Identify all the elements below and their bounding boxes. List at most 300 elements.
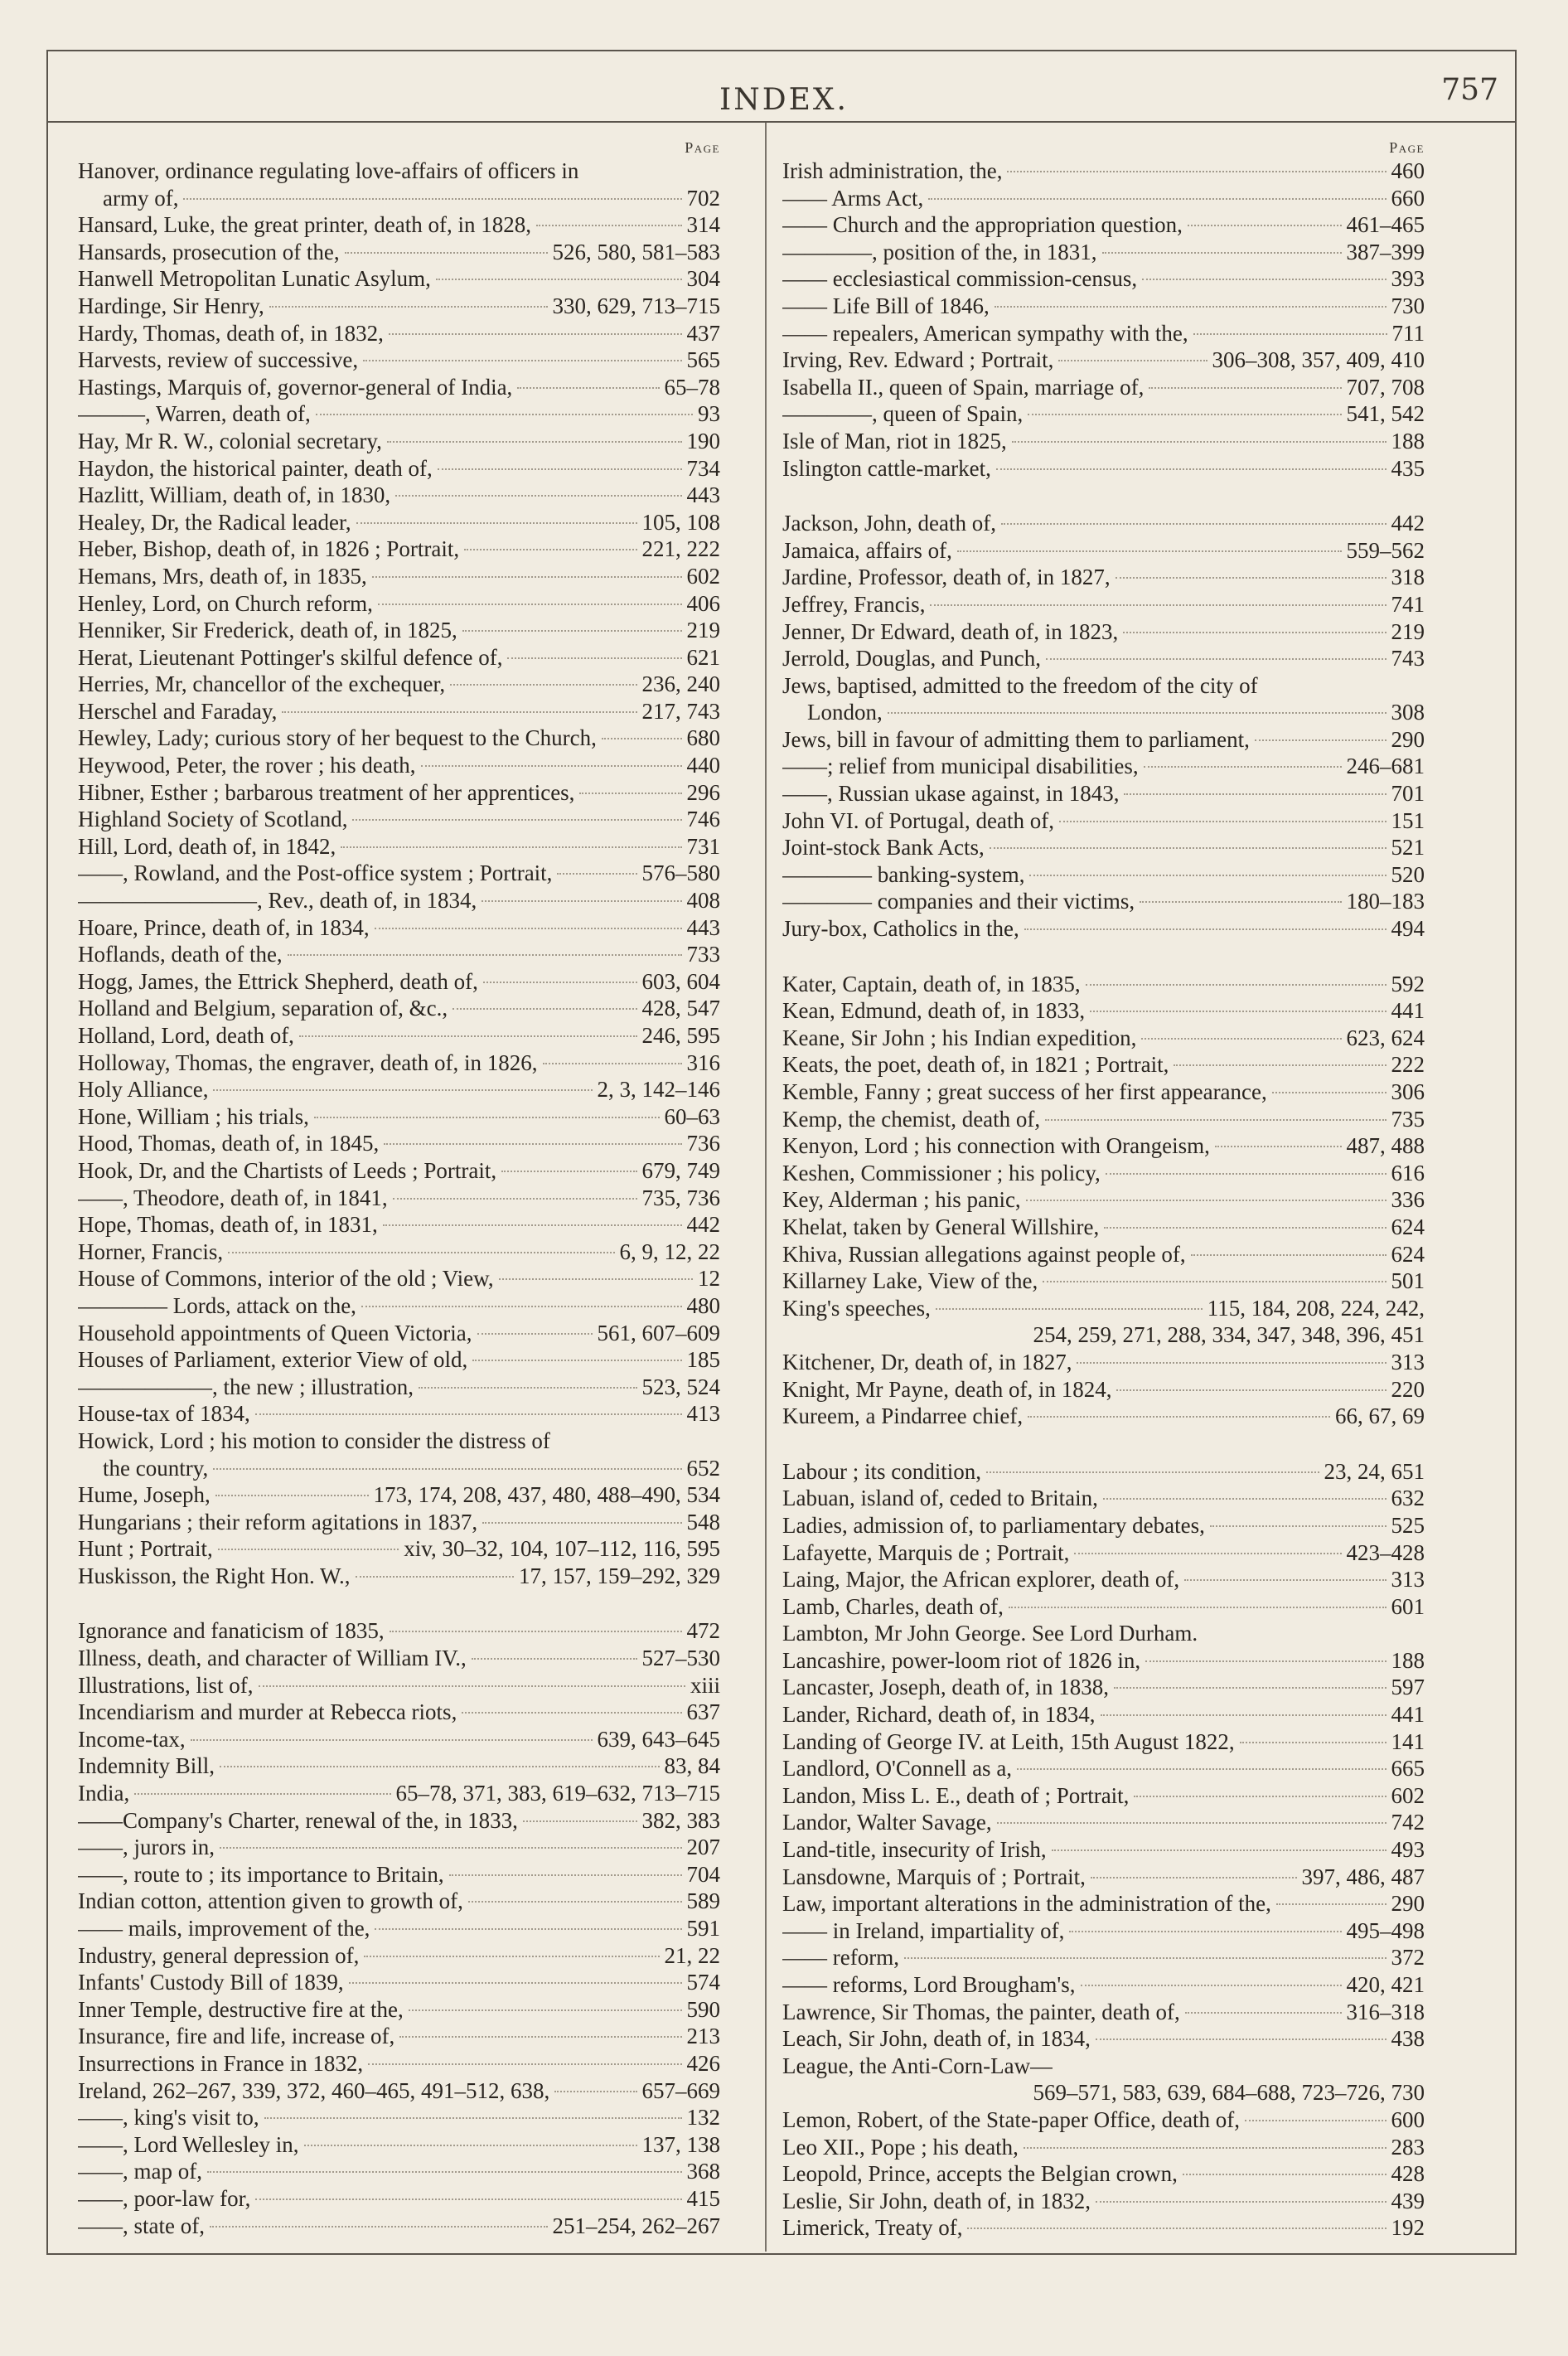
index-entry: [782, 1079, 1425, 1106]
dot-leader: [421, 765, 682, 767]
page-number: 757: [1441, 73, 1498, 107]
index-entry-term: Hemans, Mrs, death of, in 1835,: [78, 563, 367, 589]
index-entry-pages: 83, 84: [664, 1753, 720, 1779]
index-entry: [782, 293, 1425, 320]
dot-leader: [483, 982, 637, 983]
index-entry-term: —— in Ireland, impartiality of,: [782, 1917, 1065, 1943]
index-entry: [78, 185, 720, 212]
dot-leader: [1145, 1660, 1386, 1662]
index-entry: [782, 1944, 1425, 1971]
index-entry-term: Hogg, James, the Ettrick Shepherd, death of,: [78, 968, 478, 994]
index-entry-term: Hansard, Luke, the great printer, death of, in 1828,: [78, 212, 531, 238]
index-entry-term: Key, Alderman ; his panic,: [782, 1187, 1021, 1213]
index-entry-term: Herries, Mr, chancellor of the exchequer,: [78, 671, 446, 697]
index-entry-pages: 192: [1391, 2215, 1425, 2241]
dot-leader: [996, 468, 1387, 470]
index-entry-pages: 220: [1391, 1376, 1425, 1402]
dot-leader: [936, 1308, 1203, 1310]
index-entry-pages: 304: [686, 266, 720, 292]
dot-leader: [930, 604, 1386, 606]
index-entry-pages: 548: [686, 1509, 720, 1534]
index-entry: [782, 1917, 1425, 1945]
dot-leader: [345, 252, 548, 254]
index-entry: [782, 2106, 1425, 2134]
index-entry-pages: 461–465: [1346, 212, 1425, 238]
index-entry-term: Holy Alliance,: [78, 1077, 209, 1103]
dot-leader: [264, 2117, 682, 2119]
dot-leader: [1081, 1985, 1342, 1986]
index-entry: [78, 2185, 720, 2213]
dot-leader: [393, 1198, 637, 1200]
index-entry-pages: 704: [686, 1861, 720, 1887]
index-entry-pages: 437: [686, 320, 720, 346]
index-entry: [78, 1888, 720, 1915]
index-entry-term: Keshen, Commissioner ; his policy,: [782, 1160, 1101, 1185]
index-entry-term: Khiva, Russian allegations against people of,: [782, 1241, 1186, 1267]
index-entry: [782, 2025, 1425, 2053]
dot-leader: [1026, 1200, 1387, 1201]
index-entry-term: Kemp, the chemist, death of,: [782, 1106, 1041, 1132]
index-entry-pages: 316–318: [1346, 1999, 1425, 2024]
index-entry-term: Keane, Sir John ; his Indian expedition,: [782, 1025, 1137, 1050]
dot-leader: [472, 1658, 637, 1660]
index-entry-pages: 372: [1391, 1945, 1425, 1971]
dot-leader: [482, 1522, 681, 1524]
index-entry-pages: 188: [1391, 1647, 1425, 1673]
index-entry: [782, 1809, 1425, 1836]
index-entry: [782, 645, 1425, 672]
index-entry: [78, 1780, 720, 1807]
index-entry: [78, 968, 720, 996]
header-rule: [46, 121, 1517, 123]
index-entry: [782, 780, 1425, 807]
index-entry-term: Jews, bill in favour of admitting them to parliament,: [782, 726, 1250, 752]
index-entry-pages: 525: [1391, 1512, 1425, 1538]
index-entry-pages: 306–308, 357, 409, 410: [1212, 347, 1425, 373]
index-entry-pages: 217, 743: [641, 698, 720, 724]
index-entry-term: ——, Lord Wellesley in,: [78, 2131, 299, 2157]
dot-leader: [1043, 1281, 1386, 1282]
index-entry: [782, 1458, 1425, 1486]
dot-leader: [1007, 171, 1386, 172]
index-entry-term: —— ecclesiastical commission-census,: [782, 266, 1138, 292]
index-entry-term: ——, state of,: [78, 2213, 205, 2238]
index-entry-term: Howick, Lord ; his motion to consider the distress of: [78, 1428, 550, 1453]
dot-leader: [341, 846, 681, 848]
index-entry: [782, 1890, 1425, 1917]
index-entry: [78, 1535, 720, 1563]
index-entry-term: Holland and Belgium, separation of, &c.,: [78, 996, 448, 1021]
letter-section-gap: [782, 482, 1425, 510]
dot-leader: [523, 1820, 637, 1822]
index-entry-pages: 188: [1391, 428, 1425, 453]
index-entry-pages: 742: [1391, 1810, 1425, 1835]
index-entry-term: —— reforms, Lord Brougham's,: [782, 1972, 1076, 1997]
index-entry: [782, 1025, 1425, 1052]
index-entry: [78, 995, 720, 1022]
index-entry: [782, 1674, 1425, 1701]
index-entry: [78, 1563, 720, 1590]
index-entry-term: Indian cotton, attention given to growth of,: [78, 1888, 463, 1914]
index-entry: [78, 644, 720, 671]
index-entry-pages: 2, 3, 142–146: [597, 1077, 720, 1103]
index-entry: [782, 1403, 1425, 1430]
index-entry: [78, 1807, 720, 1835]
index-entry: [78, 1672, 720, 1699]
dot-leader: [1096, 2038, 1387, 2040]
index-entry: [782, 320, 1425, 347]
index-entry-pages: 137, 138: [641, 2131, 720, 2157]
dot-leader: [1103, 1498, 1387, 1500]
dot-leader: [314, 1117, 660, 1118]
index-entry-term: Jerrold, Douglas, and Punch,: [782, 646, 1041, 671]
index-entry-pages: 523, 524: [641, 1374, 720, 1399]
index-entry: [782, 726, 1425, 754]
index-entry-term: Hone, William ; his trials,: [78, 1103, 309, 1129]
index-entry: [78, 2104, 720, 2131]
index-entry: [782, 997, 1425, 1025]
dot-leader: [1074, 1553, 1341, 1554]
index-entry-term: Hood, Thomas, death of, in 1845,: [78, 1131, 380, 1156]
index-entry: [78, 2158, 720, 2185]
page-column-label: Page: [685, 139, 720, 156]
dot-leader: [1046, 658, 1387, 660]
column-divider: [765, 123, 767, 2252]
dot-leader: [349, 1982, 682, 1984]
index-entry-term: Hewley, Lady; curious story of her bequest to the Church,: [78, 725, 597, 751]
index-entry: [78, 158, 720, 185]
index-entry: [782, 1268, 1425, 1295]
dot-leader: [472, 1360, 681, 1361]
index-entry-pages: 6, 9, 12, 22: [619, 1239, 720, 1264]
index-entry: [782, 834, 1425, 861]
index-entry: [782, 2188, 1425, 2215]
index-entry-term: ———— companies and their victims,: [782, 889, 1135, 914]
index-entry: [782, 2053, 1425, 2080]
dot-leader: [218, 1549, 399, 1550]
index-entry-term: ——————, the new ; illustration,: [78, 1374, 414, 1399]
index-entry-pages: 746: [686, 807, 720, 832]
index-entry-pages: 460: [1391, 158, 1425, 183]
index-entry-term: Hay, Mr R. W., colonial secretary,: [78, 428, 382, 453]
index-entry-pages: 624: [1391, 1214, 1425, 1239]
index-entry: [782, 1728, 1425, 1756]
index-entry: [78, 725, 720, 752]
index-entry: [78, 1645, 720, 1672]
dot-leader: [499, 1278, 693, 1280]
index-entry-term: Keats, the poet, death of, in 1821 ; Portrait,: [782, 1052, 1169, 1078]
index-entry: [782, 2160, 1425, 2188]
index-entry-term: Hanwell Metropolitan Lunatic Asylum,: [78, 266, 431, 292]
dot-leader: [364, 1956, 659, 1957]
index-entry: [78, 2131, 720, 2159]
dot-leader: [1240, 1742, 1387, 1743]
index-entry-pages: 207: [686, 1835, 720, 1860]
dot-leader: [372, 576, 682, 578]
index-entry: [78, 1617, 720, 1645]
index-entry: [78, 2023, 720, 2050]
index-entry-term: Houses of Parliament, exterior View of old,: [78, 1347, 468, 1373]
index-entry-term: Hoflands, death of the,: [78, 942, 283, 967]
index-entry: [782, 239, 1425, 266]
index-entry-pages: 526, 580, 581–583: [552, 239, 720, 264]
index-entry-term: Hansards, prosecution of the,: [78, 239, 340, 264]
index-entry-term: Hume, Joseph,: [78, 1482, 211, 1508]
dot-leader: [1140, 901, 1341, 903]
dot-leader: [259, 1685, 685, 1687]
index-entry-pages: 652: [686, 1455, 720, 1481]
index-entry: [782, 1701, 1425, 1728]
dot-leader: [1024, 2147, 1387, 2149]
index-entry-term: Law, important alterations in the administration of the,: [782, 1891, 1271, 1917]
index-entry: [78, 2213, 720, 2240]
index-entry: [782, 1755, 1425, 1782]
index-entry-pages: 306: [1391, 1079, 1425, 1104]
index-entry-pages: 576–580: [641, 860, 720, 886]
index-entry-pages: 283: [1391, 2134, 1425, 2160]
index-entry: [78, 1265, 720, 1292]
dot-leader: [1012, 441, 1387, 443]
dot-leader: [1058, 360, 1207, 361]
dot-leader: [1116, 1389, 1386, 1391]
index-entry-term: Lancaster, Joseph, death of, in 1838,: [782, 1675, 1110, 1700]
index-entry: [782, 2214, 1425, 2242]
index-entry-term: Heywood, Peter, the rover ; his death,: [78, 753, 416, 778]
index-entry-term: ——, jurors in,: [78, 1835, 215, 1860]
index-entry-term: Inner Temple, destructive fire at the,: [78, 1996, 404, 2022]
dot-leader: [579, 793, 681, 794]
index-entry-term: Ignorance and fanaticism of 1835,: [78, 1618, 385, 1644]
index-entry-pages: 115, 184, 208, 224, 242,: [1207, 1295, 1425, 1321]
index-entry: [78, 482, 720, 509]
index-entry-term: League, the Anti-Corn-Law—: [782, 2053, 1053, 2078]
index-entry-term: Jenner, Dr Edward, death of, in 1823,: [782, 618, 1119, 644]
index-entry: [782, 807, 1425, 835]
dot-leader: [356, 1576, 514, 1578]
index-entry-term: Highland Society of Scotland,: [78, 807, 348, 832]
index-entry-pages: 559–562: [1346, 537, 1425, 563]
index-entry: [78, 1861, 720, 1888]
dot-leader: [1077, 1362, 1386, 1364]
index-entry-term: Lander, Richard, death of, in 1834,: [782, 1702, 1096, 1728]
index-entry-term: ————, queen of Spain,: [782, 401, 1024, 427]
index-entry-pages: 290: [1391, 1891, 1425, 1917]
index-entry-pages: 428: [1391, 2161, 1425, 2187]
index-entry: [78, 509, 720, 536]
letter-section-gap: [78, 1589, 720, 1617]
index-entry-pages: 591: [686, 1916, 720, 1941]
index-entry-term: Jury-box, Catholics in the,: [782, 916, 1019, 942]
index-entry: [782, 2134, 1425, 2161]
dot-leader: [213, 1468, 681, 1470]
index-entry: [78, 1699, 720, 1726]
index-entry: [78, 1185, 720, 1212]
index-entry-pages: 368: [686, 2159, 720, 2184]
dot-leader: [255, 1413, 682, 1415]
index-entry-pages: 330, 629, 713–715: [552, 293, 720, 318]
index-entry-continuation: 254, 259, 271, 288, 334, 347, 348, 396, 451: [1033, 1322, 1425, 1348]
index-entry-term: Landlord, O'Connell as a,: [782, 1756, 1013, 1782]
index-entry-term: Kenyon, Lord ; his connection with Orangeism,: [782, 1133, 1210, 1159]
dot-leader: [191, 1739, 593, 1741]
dot-leader: [1104, 1227, 1386, 1229]
index-entry-pages: 141: [1391, 1728, 1425, 1754]
index-entry-term: Hunt ; Portrait,: [78, 1536, 213, 1562]
dot-leader: [375, 928, 682, 929]
index-entry: [78, 1211, 720, 1239]
index-entry: [782, 1485, 1425, 1512]
index-entry-pages: 494: [1391, 916, 1425, 942]
index-entry-pages: 733: [686, 942, 720, 967]
dot-leader: [517, 387, 659, 389]
index-entry-pages: 731: [686, 833, 720, 859]
index-entry-pages: 423–428: [1346, 1539, 1425, 1565]
index-entry-term: Insurrections in France in 1832,: [78, 2050, 364, 2076]
index-entry-pages: 597: [1391, 1675, 1425, 1700]
index-entry-pages: 316: [686, 1050, 720, 1075]
running-head: INDEX.: [719, 83, 849, 117]
index-entry-term: Herat, Lieutenant Pottinger's skilful defence of,: [78, 644, 503, 670]
dot-leader: [462, 630, 682, 632]
index-entry-term: India,: [78, 1781, 130, 1806]
index-entry-pages: 439: [1391, 2188, 1425, 2213]
index-entry-term: Illustrations, list of,: [78, 1672, 254, 1698]
index-entry-pages: 314: [686, 212, 720, 238]
index-entry-term: Hibner, Esther ; barbarous treatment of her apprentices,: [78, 779, 575, 805]
dot-leader: [1096, 2201, 1387, 2203]
index-entry-pages: 665: [1391, 1756, 1425, 1782]
dot-leader: [1276, 1903, 1387, 1905]
index-entry-term: Kater, Captain, death of, in 1835,: [782, 971, 1081, 996]
index-entry: [78, 428, 720, 455]
index-entry-term: Labour ; its condition,: [782, 1458, 981, 1484]
index-entry: [782, 455, 1425, 482]
index-entry: [782, 1620, 1425, 1647]
index-entry-term: Labuan, island of, ceded to Britain,: [782, 1486, 1098, 1511]
index-entry-continuation: 569–571, 583, 639, 684–688, 723–726, 730: [1033, 2080, 1425, 2106]
index-entry-term: Lamb, Charles, death of,: [782, 1593, 1004, 1619]
index-entry-pages: 105, 108: [641, 509, 720, 535]
index-entry-term: Jackson, John, death of,: [782, 511, 996, 536]
index-entry-term: Insurance, fire and life, increase of,: [78, 2024, 395, 2049]
index-entry-pages: 736: [686, 1131, 720, 1156]
index-entry: [78, 806, 720, 833]
index-entry-pages: 493: [1391, 1837, 1425, 1863]
index-entry: [782, 374, 1425, 401]
index-entry-pages: 730: [1391, 293, 1425, 318]
index-entry: [782, 1971, 1425, 1999]
index-entry: [78, 941, 720, 968]
index-entry-pages: 679, 749: [641, 1157, 720, 1183]
index-entry-term: —— reform,: [782, 1945, 899, 1971]
index-entry-term: Kureem, a Pindarree chief,: [782, 1403, 1024, 1429]
index-entry-term: ——, poor-law for,: [78, 2185, 251, 2211]
dot-leader: [904, 1957, 1387, 1959]
index-entry: [78, 1050, 720, 1077]
dot-leader: [1188, 225, 1342, 226]
index-entry-pages: 541, 542: [1346, 401, 1425, 427]
dot-leader: [378, 604, 682, 605]
index-entry-term: King's speeches,: [782, 1295, 931, 1321]
dot-leader: [1144, 766, 1342, 768]
index-entry-pages: 441: [1391, 998, 1425, 1024]
index-entry-term: ——; relief from municipal disabilities,: [782, 754, 1139, 779]
dot-leader: [375, 1928, 681, 1930]
dot-leader: [1193, 333, 1387, 335]
index-entry-pages: 521: [1391, 835, 1425, 860]
index-entry: [78, 1400, 720, 1428]
index-entry-term: ——, route to ; its importance to Britain,: [78, 1861, 444, 1887]
index-entry-pages: 221, 222: [641, 536, 720, 562]
index-entry: [78, 1915, 720, 1942]
index-entry-term: Leopold, Prince, accepts the Belgian crown,: [782, 2161, 1178, 2187]
dot-leader: [602, 738, 682, 739]
index-entry-pages: 236, 240: [641, 671, 720, 697]
dot-leader: [269, 306, 548, 308]
dot-leader: [1210, 1525, 1387, 1527]
index-entry-pages: 602: [686, 563, 720, 589]
index-entry-pages: 561, 607–609: [597, 1320, 720, 1345]
index-entry-term: Infants' Custody Bill of 1839,: [78, 1970, 344, 1995]
index-entry-pages: 624: [1391, 1241, 1425, 1267]
index-entry-term: ———— banking-system,: [782, 861, 1025, 887]
index-entry-pages: 426: [686, 2050, 720, 2076]
index-entry-pages: 66, 67, 69: [1335, 1403, 1425, 1429]
dot-leader: [228, 1252, 614, 1253]
dot-leader: [1028, 1416, 1330, 1418]
dot-leader: [452, 1008, 636, 1010]
index-entry: [78, 1022, 720, 1050]
index-entry-pages: 589: [686, 1888, 720, 1914]
dot-leader: [1191, 1254, 1387, 1256]
index-entry-pages: 190: [686, 428, 720, 453]
index-entry: [78, 1726, 720, 1753]
index-entry: [78, 563, 720, 590]
index-entry-term: Kitchener, Dr, death of, in 1827,: [782, 1349, 1072, 1374]
dot-leader: [363, 360, 681, 361]
index-entry: [78, 320, 720, 347]
index-entry: [782, 1999, 1425, 2026]
index-entry: [782, 915, 1425, 943]
dot-leader: [477, 1333, 593, 1335]
index-entry: [78, 833, 720, 860]
index-entry-pages: 219: [686, 618, 720, 643]
index-entry-term: army of,: [103, 185, 179, 211]
index-entry: [782, 699, 1425, 726]
dot-leader: [409, 2009, 682, 2011]
index-entry: [78, 400, 720, 428]
index-entry-pages: 590: [686, 1996, 720, 2022]
index-entry-pages: 313: [1391, 1567, 1425, 1592]
dot-leader: [997, 1822, 1387, 1824]
index-entry-term: Landon, Miss L. E., death of ; Portrait,: [782, 1782, 1130, 1808]
index-entry-pages: 290: [1391, 726, 1425, 752]
index-entry-term: Knight, Mr Payne, death of, in 1824,: [782, 1376, 1112, 1402]
index-entry-term: —— Church and the appropriation question,: [782, 212, 1183, 238]
index-entry-pages: 173, 174, 208, 437, 480, 488–490, 534: [373, 1482, 720, 1508]
index-entry-term: Irish administration, the,: [782, 158, 1003, 183]
index-entry-term: Lafayette, Marquis de ; Portrait,: [782, 1539, 1070, 1565]
dot-leader: [368, 2063, 681, 2065]
index-entry-pages: 701: [1391, 781, 1425, 807]
index-entry: [78, 1157, 720, 1185]
index-entry-pages: 65–78: [664, 374, 720, 400]
index-entry: [78, 239, 720, 266]
dot-leader: [1028, 414, 1341, 415]
index-entry-pages: 23, 24, 651: [1324, 1458, 1425, 1484]
index-entry: [78, 1320, 720, 1347]
index-entry-pages: 741: [1391, 591, 1425, 617]
